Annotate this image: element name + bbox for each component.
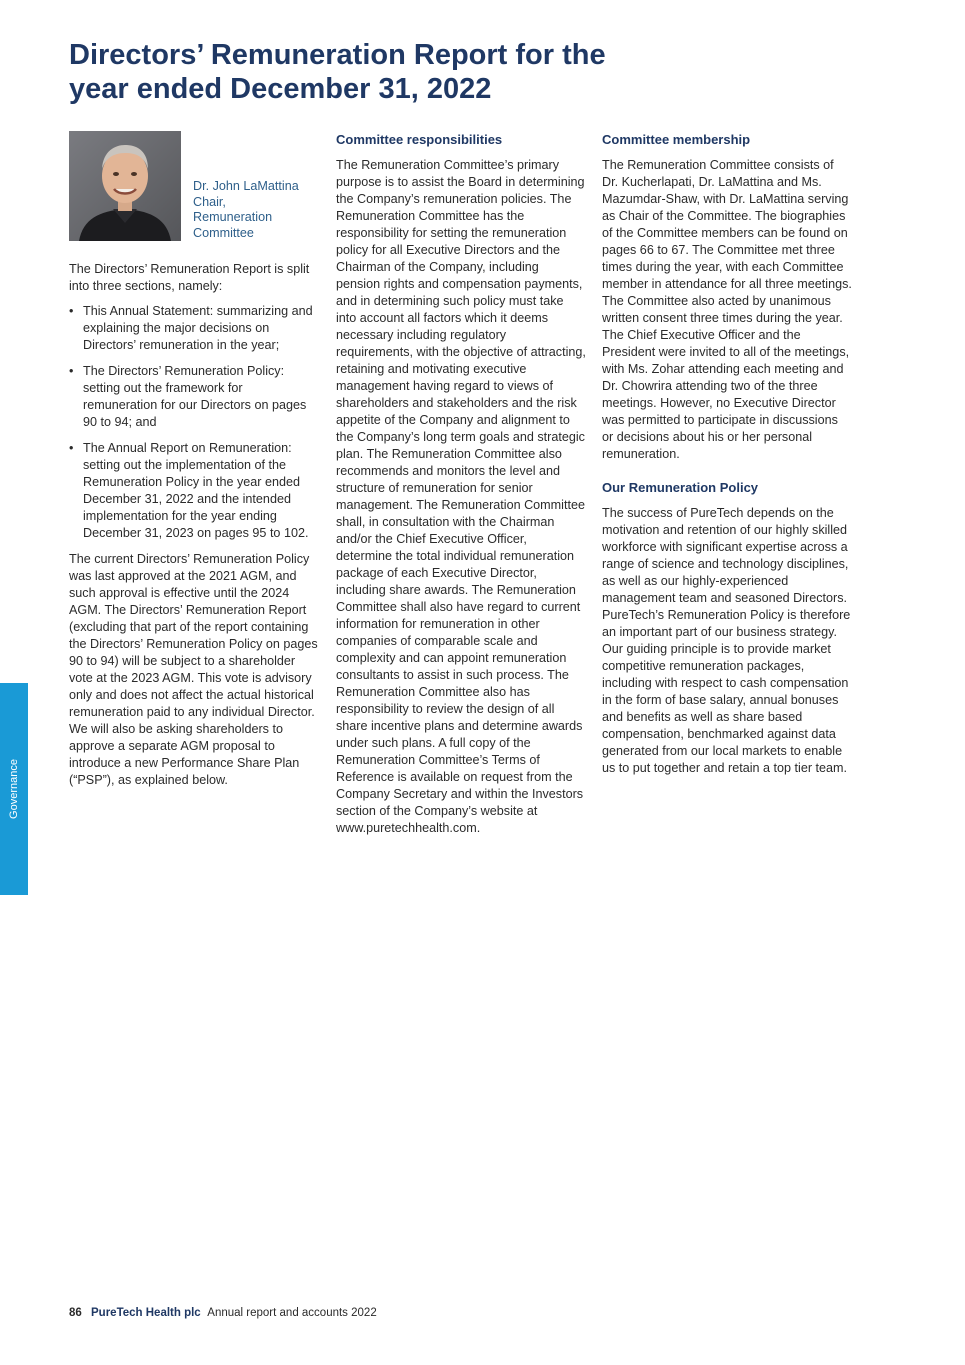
- column-membership: [602, 131, 852, 785]
- chair-portrait-block: [69, 131, 319, 241]
- footer-company: PureTech Health plc: [91, 1307, 201, 1319]
- committee-responsibilities-paragraph: The Remuneration Committee’s primary purpose is to assist the Board in determining the Company’s remuneration policies. The Remuneration Committee has the responsibility for setting the remuneration policy for all Executive Directors and the Chairman of the Company, including pension rights and compensation payments, and in determining such policy must take into account all factors which it deems necessary including regulatory requirements, with the objective of attracting, retaining and motivating executive management having regard to views of shareholders and stakeholders and the risk appetite of the Company and alignment to the Company’s long term goals and strategic plan. The Remuneration Committee also recommends and monitors the level and structure of remuneration for senior management. The Remuneration Committee shall, in consultation with the Chairman and/or the Chief Executive Officer, determine the total individual remuneration package of each Executive Director, including share awards. The Remuneration Committee shall also have regard to current information for remuneration in other companies of comparable scale and complexity and can appoint remuneration consultants to assist in such process. The Remuneration Committee also has responsibility to review the design of all share incentive plans and determine awards under such plans. A full copy of the Remuneration Committee’s Terms of Reference is available on request from the Company Secretary and within the Investors section of the Company’s website at www.puretechhealth.com.: [336, 158, 586, 835]
- chair-role-line2: Remuneration: [193, 210, 273, 224]
- list-item: • This Annual Statement: summarizing and explaining the major decisions on Directors’ remuneration in the year;: [69, 303, 319, 354]
- chair-role-line1: Chair,: [193, 194, 226, 209]
- committee-membership-paragraph: The Remuneration Committee consists of Dr. Kucherlapati, Dr. LaMattina and Ms. Mazumdar-Shaw, with Dr. LaMattina serving as Chair of the Committee. The biographies of the Committee members can be found on pages 66 to 67. The Committee met three times during the year, with each Committee member in attendance for all three meetings. The Committee also acted by unanimous written consent three times during the year. The Chief Executive Officer and the President were invited to all of the meetings, with Ms. Zohar attending each meeting and Dr. Chowrira attending two of the three meetings. However, no Executive Director was permitted to participate in discussions or decisions about his or her personal remuneration.: [602, 158, 852, 461]
- report-sections-list: [69, 303, 319, 542]
- chair-photo: [69, 131, 181, 241]
- column-responsibilities: [336, 131, 586, 845]
- list-item: • The Annual Report on Remuneration: setting out the implementation of the Remuneration Policy in the year ended December 31, 2022 and the intended implementation for the year ending December 31, 2023 on pages 95 to 102.: [69, 440, 319, 542]
- column-intro: [69, 131, 319, 797]
- side-tab-label: Governance: [8, 759, 20, 819]
- portrait-caption: [193, 179, 299, 241]
- policy-approval-paragraph: The current Directors’ Remuneration Policy was last approved at the 2021 AGM, and such approval is effective until the 2024 AGM. The Directors’ Remuneration Report (excluding that part of the report containing the Directors’ Remuneration Policy on pages 90 to 94) will be subject to a shareholder vote at the 2023 AGM. This vote is advisory only and does not affect the actual historical remuneration paid to any individual Director. We will also be asking shareholders to approve a separate AGM proposal to introduce a new Performance Share Plan (“PSP”), as explained below.: [69, 552, 318, 787]
- section-side-tab: [0, 683, 28, 895]
- portrait-image: [69, 131, 181, 241]
- list-item: • The Directors’ Remuneration Policy: setting out the framework for remuneration for our Directors on pages 90 to 94; and: [69, 363, 319, 431]
- committee-responsibilities-heading: Committee responsibilities: [336, 132, 503, 147]
- chair-role-line3: Committee: [193, 225, 254, 240]
- committee-membership-heading: Committee membership: [602, 132, 751, 147]
- remuneration-policy-paragraph: The success of PureTech depends on the motivation and retention of our highly skilled workforce with significant expertise across a range of science and technology disciplines, as well as our highly-experienced management team and seasoned Directors. PureTech’s Remuneration Policy is therefore an important part of our business strategy. Our guiding principle is to provide market competitive remuneration packages, including with respect to cash compensation in the form of base salary, annual bonuses and benefits as well as share based compensation, benchmarked against data generated from our local markets to enable us to put together and retain a top tier team.: [602, 506, 851, 775]
- footer-publication: Annual report and accounts 2022: [207, 1307, 377, 1319]
- page-title: Directors’ Remuneration Report for the year ended December 31, 2022: [69, 39, 606, 105]
- page-footer: [69, 1307, 377, 1319]
- page-number: 86: [69, 1307, 82, 1319]
- report-intro: The Directors’ Remuneration Report is split into three sections, namely:: [69, 262, 310, 293]
- chair-name: Dr. John LaMattina: [193, 179, 299, 193]
- remuneration-policy-heading: Our Remuneration Policy: [602, 480, 759, 495]
